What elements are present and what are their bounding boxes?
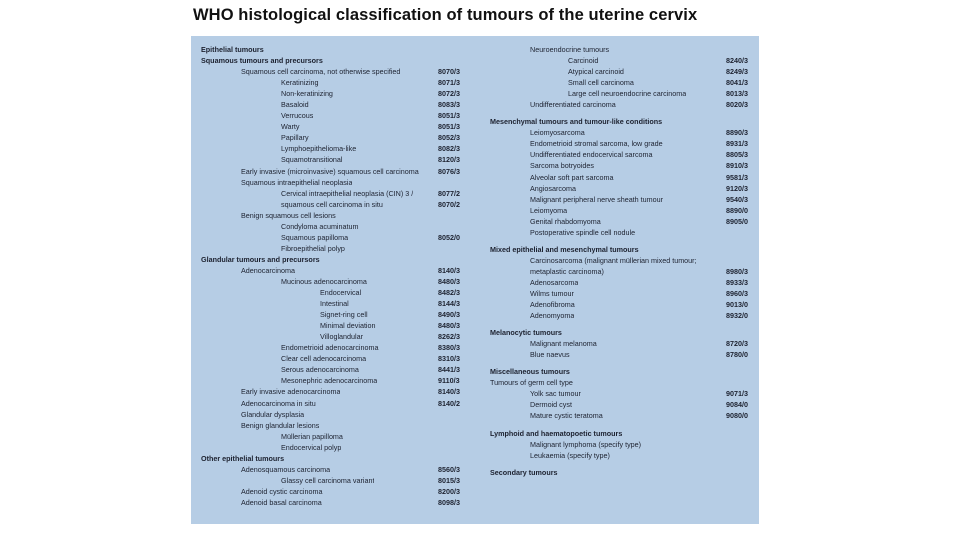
tumour-name: Adenofibroma [530,300,575,310]
icd-o-code: 8051/3 [438,122,460,132]
tumour-name: Basaloid [281,100,309,110]
classification-row [201,132,471,143]
classification-row [490,388,756,399]
icd-o-code: 8890/3 [726,128,748,138]
tumour-name: Endometrioid stromal sarcoma, low grade [530,139,663,149]
section-heading [490,116,756,127]
tumour-name: Adenoid cystic carcinoma [241,486,323,496]
tumour-name: Adenocarcinoma in situ [241,398,316,408]
tumour-name: Glassy cell carcinoma variant [281,475,375,485]
icd-o-code: 8240/3 [726,56,748,66]
classification-row [201,66,471,77]
classification-row [201,342,471,353]
tumour-name: Non-keratinizing [281,89,333,99]
icd-o-code: 8041/3 [726,78,748,88]
tumour-name: Squamous cell carcinoma, not otherwise specified [241,67,401,77]
classification-row [490,66,756,77]
page-title: WHO histological classification of tumours of the uterine cervix [193,6,698,24]
tumour-name: Lymphoepithelioma-like [281,144,357,154]
icd-o-code: 8262/3 [438,332,460,342]
tumour-name: Fibroepithelial polyp [281,243,345,253]
classification-row [201,287,471,298]
classification-row [201,364,471,375]
classification-row [201,154,471,165]
tumour-name: Other epithelial tumours [201,453,285,463]
tumour-name: Undifferentiated endocervical sarcoma [530,150,653,160]
icd-o-code: 9120/3 [726,183,748,193]
classification-row [201,166,471,177]
icd-o-code: 8140/3 [438,387,460,397]
icd-o-code: 8933/3 [726,277,748,287]
section-heading [201,55,471,66]
icd-o-code: 8051/3 [438,111,460,121]
section-heading [490,428,756,439]
tumour-name: Cervical intraepithelial neoplasia (CIN) 3 / [281,188,414,198]
icd-o-code: 8083/3 [438,100,460,110]
classification-row [490,127,756,138]
classification-row [201,497,471,508]
icd-o-code: 8052/3 [438,133,460,143]
classification-row [201,298,471,309]
icd-o-code: 8932/0 [726,311,748,321]
tumour-name: Postoperative spindle cell nodule [530,227,636,237]
right-column [490,44,756,478]
icd-o-code: 8905/0 [726,216,748,226]
classification-row [490,99,756,110]
tumour-name: Alveolar soft part sarcoma [530,172,614,182]
left-column [201,44,471,508]
tumour-name: Clear cell adenocarcinoma [281,354,367,364]
classification-row [490,183,756,194]
tumour-name: Warty [281,122,300,132]
classification-row [490,77,756,88]
classification-table [191,36,759,524]
tumour-name: Early invasive (microinvasive) squamous cell carcinoma [241,166,419,176]
icd-o-code: 8200/3 [438,486,460,496]
tumour-name: Squamous tumours and precursors [201,56,323,66]
tumour-name: Large cell neuroendocrine carcinoma [568,89,687,99]
classification-row [201,409,471,420]
classification-row [490,288,756,299]
tumour-name: Mixed epithelial and mesenchymal tumours [490,244,639,254]
classification-row [201,110,471,121]
tumour-name: Yolk sac tumour [530,389,581,399]
classification-row [490,205,756,216]
tumour-name: Squamous intraepithelial neoplasia [241,177,353,187]
icd-o-code: 8140/3 [438,265,460,275]
icd-o-code: 8931/3 [726,139,748,149]
icd-o-code: 8380/3 [438,343,460,353]
classification-row [490,138,756,149]
tumour-name: Atypical carcinoid [568,67,624,77]
tumour-name: Condyloma acuminatum [281,221,359,231]
tumour-name: Carcinosarcoma (malignant müllerian mixed tumour; [530,255,697,265]
tumour-name: Early invasive adenocarcinoma [241,387,341,397]
tumour-name: Angiosarcoma [530,183,576,193]
tumour-name: Tumours of germ cell type [490,378,573,388]
tumour-name: Malignant melanoma [530,339,597,349]
icd-o-code: 8980/3 [726,266,748,276]
tumour-name: Verrucous [281,111,314,121]
classification-row [490,227,756,238]
tumour-name: Malignant peripheral nerve sheath tumour [530,194,664,204]
tumour-name: Benign squamous cell lesions [241,210,336,220]
icd-o-code: 8490/3 [438,310,460,320]
classification-row [201,99,471,110]
classification-row [201,320,471,331]
classification-row [201,199,471,210]
classification-row [490,310,756,321]
tumour-name: Endocervical [320,288,362,298]
classification-row [490,439,756,450]
tumour-name: Small cell carcinoma [568,78,634,88]
section-heading [490,467,756,478]
classification-row [490,399,756,410]
tumour-name: Epithelial tumours [201,45,264,54]
tumour-name: Squamous papilloma [281,232,349,242]
tumour-name: Serous adenocarcinoma [281,365,359,375]
classification-row [490,44,756,55]
icd-o-code: 8082/3 [438,144,460,154]
icd-o-code: 8015/3 [438,475,460,485]
tumour-name: Benign glandular lesions [241,420,320,430]
icd-o-code: 8910/3 [726,161,748,171]
tumour-name: Mature cystic teratoma [530,411,603,421]
icd-o-code: 8480/3 [438,321,460,331]
tumour-name: Secondary tumours [490,467,558,477]
tumour-name: Adenosarcoma [530,277,579,287]
icd-o-code: 8960/3 [726,288,748,298]
icd-o-code: 8560/3 [438,464,460,474]
classification-row [490,277,756,288]
tumour-name: Endometrioid adenocarcinoma [281,343,379,353]
icd-o-code: 9540/3 [726,194,748,204]
tumour-name: Adenoid basal carcinoma [241,497,322,507]
classification-row [490,338,756,349]
icd-o-code: 8076/3 [438,166,460,176]
classification-row [201,210,471,221]
tumour-name: Intestinal [320,299,349,309]
tumour-name: metaplastic carcinoma) [530,266,604,276]
icd-o-code: 9084/0 [726,400,748,410]
tumour-name: Sarcoma botryoides [530,161,594,171]
classification-row [490,88,756,99]
classification-row [201,475,471,486]
icd-o-code: 8144/3 [438,299,460,309]
classification-row [490,299,756,310]
section-heading [201,453,471,464]
tumour-name: Endocervical polyp [281,442,342,452]
section-heading [201,254,471,265]
tumour-name: Wilms tumour [530,288,574,298]
tumour-name: Mesonephric adenocarcinoma [281,376,378,386]
classification-row [201,309,471,320]
classification-row [490,349,756,360]
tumour-name: squamous cell carcinoma in situ [281,199,383,209]
icd-o-code: 8780/0 [726,350,748,360]
icd-o-code: 8720/3 [726,339,748,349]
classification-row [201,353,471,364]
classification-row [201,77,471,88]
icd-o-code: 8805/3 [726,150,748,160]
icd-o-code: 8052/0 [438,232,460,242]
classification-row [201,265,471,276]
tumour-name: Villoglandular [320,332,364,342]
classification-row [201,431,471,442]
section-heading [490,244,756,255]
icd-o-code: 8077/2 [438,188,460,198]
icd-o-code: 8013/3 [726,89,748,99]
tumour-name: Leukaemia (specify type) [530,450,610,460]
tumour-name: Malignant lymphoma (specify type) [530,439,642,449]
tumour-name: Glandular dysplasia [241,409,305,419]
classification-row [201,375,471,386]
classification-row [201,188,471,199]
classification-row [490,160,756,171]
classification-row [201,143,471,154]
tumour-name: Neuroendocrine tumours [530,45,610,54]
tumour-name: Genital rhabdomyoma [530,216,601,226]
tumour-name: Lymphoid and haematopoetic tumours [490,428,623,438]
classification-row [490,55,756,66]
classification-row [490,266,756,277]
icd-o-code: 8249/3 [726,67,748,77]
classification-row [201,464,471,475]
classification-row [490,255,756,266]
tumour-name: Leiomyosarcoma [530,128,585,138]
tumour-name: Adenomyoma [530,311,575,321]
icd-o-code: 8441/3 [438,365,460,375]
tumour-name: Mesenchymal tumours and tumour-like conditions [490,117,663,127]
tumour-name: Blue naevus [530,350,570,360]
icd-o-code: 8140/2 [438,398,460,408]
section-heading [201,44,471,55]
icd-o-code: 8071/3 [438,78,460,88]
classification-row [201,486,471,497]
tumour-name: Keratinizing [281,78,319,88]
classification-row [201,88,471,99]
classification-row [490,172,756,183]
icd-o-code: 9110/3 [438,376,460,386]
classification-row [201,442,471,453]
classification-row [490,194,756,205]
icd-o-code: 8020/3 [726,100,748,110]
classification-row [201,398,471,409]
tumour-name: Melanocytic tumours [490,328,562,338]
icd-o-code: 8310/3 [438,354,460,364]
tumour-name: Miscellaneous tumours [490,367,570,377]
tumour-name: Minimal deviation [320,321,376,331]
icd-o-code: 8482/3 [438,288,460,298]
icd-o-code: 8070/2 [438,199,460,209]
tumour-name: Adenocarcinoma [241,265,295,275]
classification-row [201,420,471,431]
classification-row [201,177,471,188]
tumour-name: Müllerian papilloma [281,431,343,441]
icd-o-code: 8070/3 [438,67,460,77]
tumour-name: Carcinoid [568,56,599,66]
classification-row [490,410,756,421]
tumour-name: Papillary [281,133,309,143]
tumour-name: Leiomyoma [530,205,568,215]
classification-row [201,386,471,397]
classification-row [201,221,471,232]
classification-row [201,121,471,132]
classification-row [201,276,471,287]
section-heading [490,327,756,338]
icd-o-code: 9080/0 [726,411,748,421]
icd-o-code: 8098/3 [438,497,460,507]
classification-row [490,377,756,388]
icd-o-code: 8120/3 [438,155,460,165]
tumour-name: Glandular tumours and precursors [201,254,320,264]
section-heading [490,366,756,377]
icd-o-code: 9071/3 [726,389,748,399]
icd-o-code: 8890/0 [726,205,748,215]
tumour-name: Undifferentiated carcinoma [530,100,616,110]
icd-o-code: 9581/3 [726,172,748,182]
classification-row [201,243,471,254]
tumour-name: Mucinous adenocarcinoma [281,276,367,286]
classification-row [490,149,756,160]
classification-row [201,331,471,342]
icd-o-code: 8480/3 [438,276,460,286]
tumour-name: Signet-ring cell [320,310,368,320]
classification-row [490,216,756,227]
classification-row [201,232,471,243]
tumour-name: Squamotransitional [281,155,343,165]
classification-row [490,450,756,461]
icd-o-code: 9013/0 [726,300,748,310]
icd-o-code: 8072/3 [438,89,460,99]
tumour-name: Adenosquamous carcinoma [241,464,331,474]
tumour-name: Dermoid cyst [530,400,572,410]
